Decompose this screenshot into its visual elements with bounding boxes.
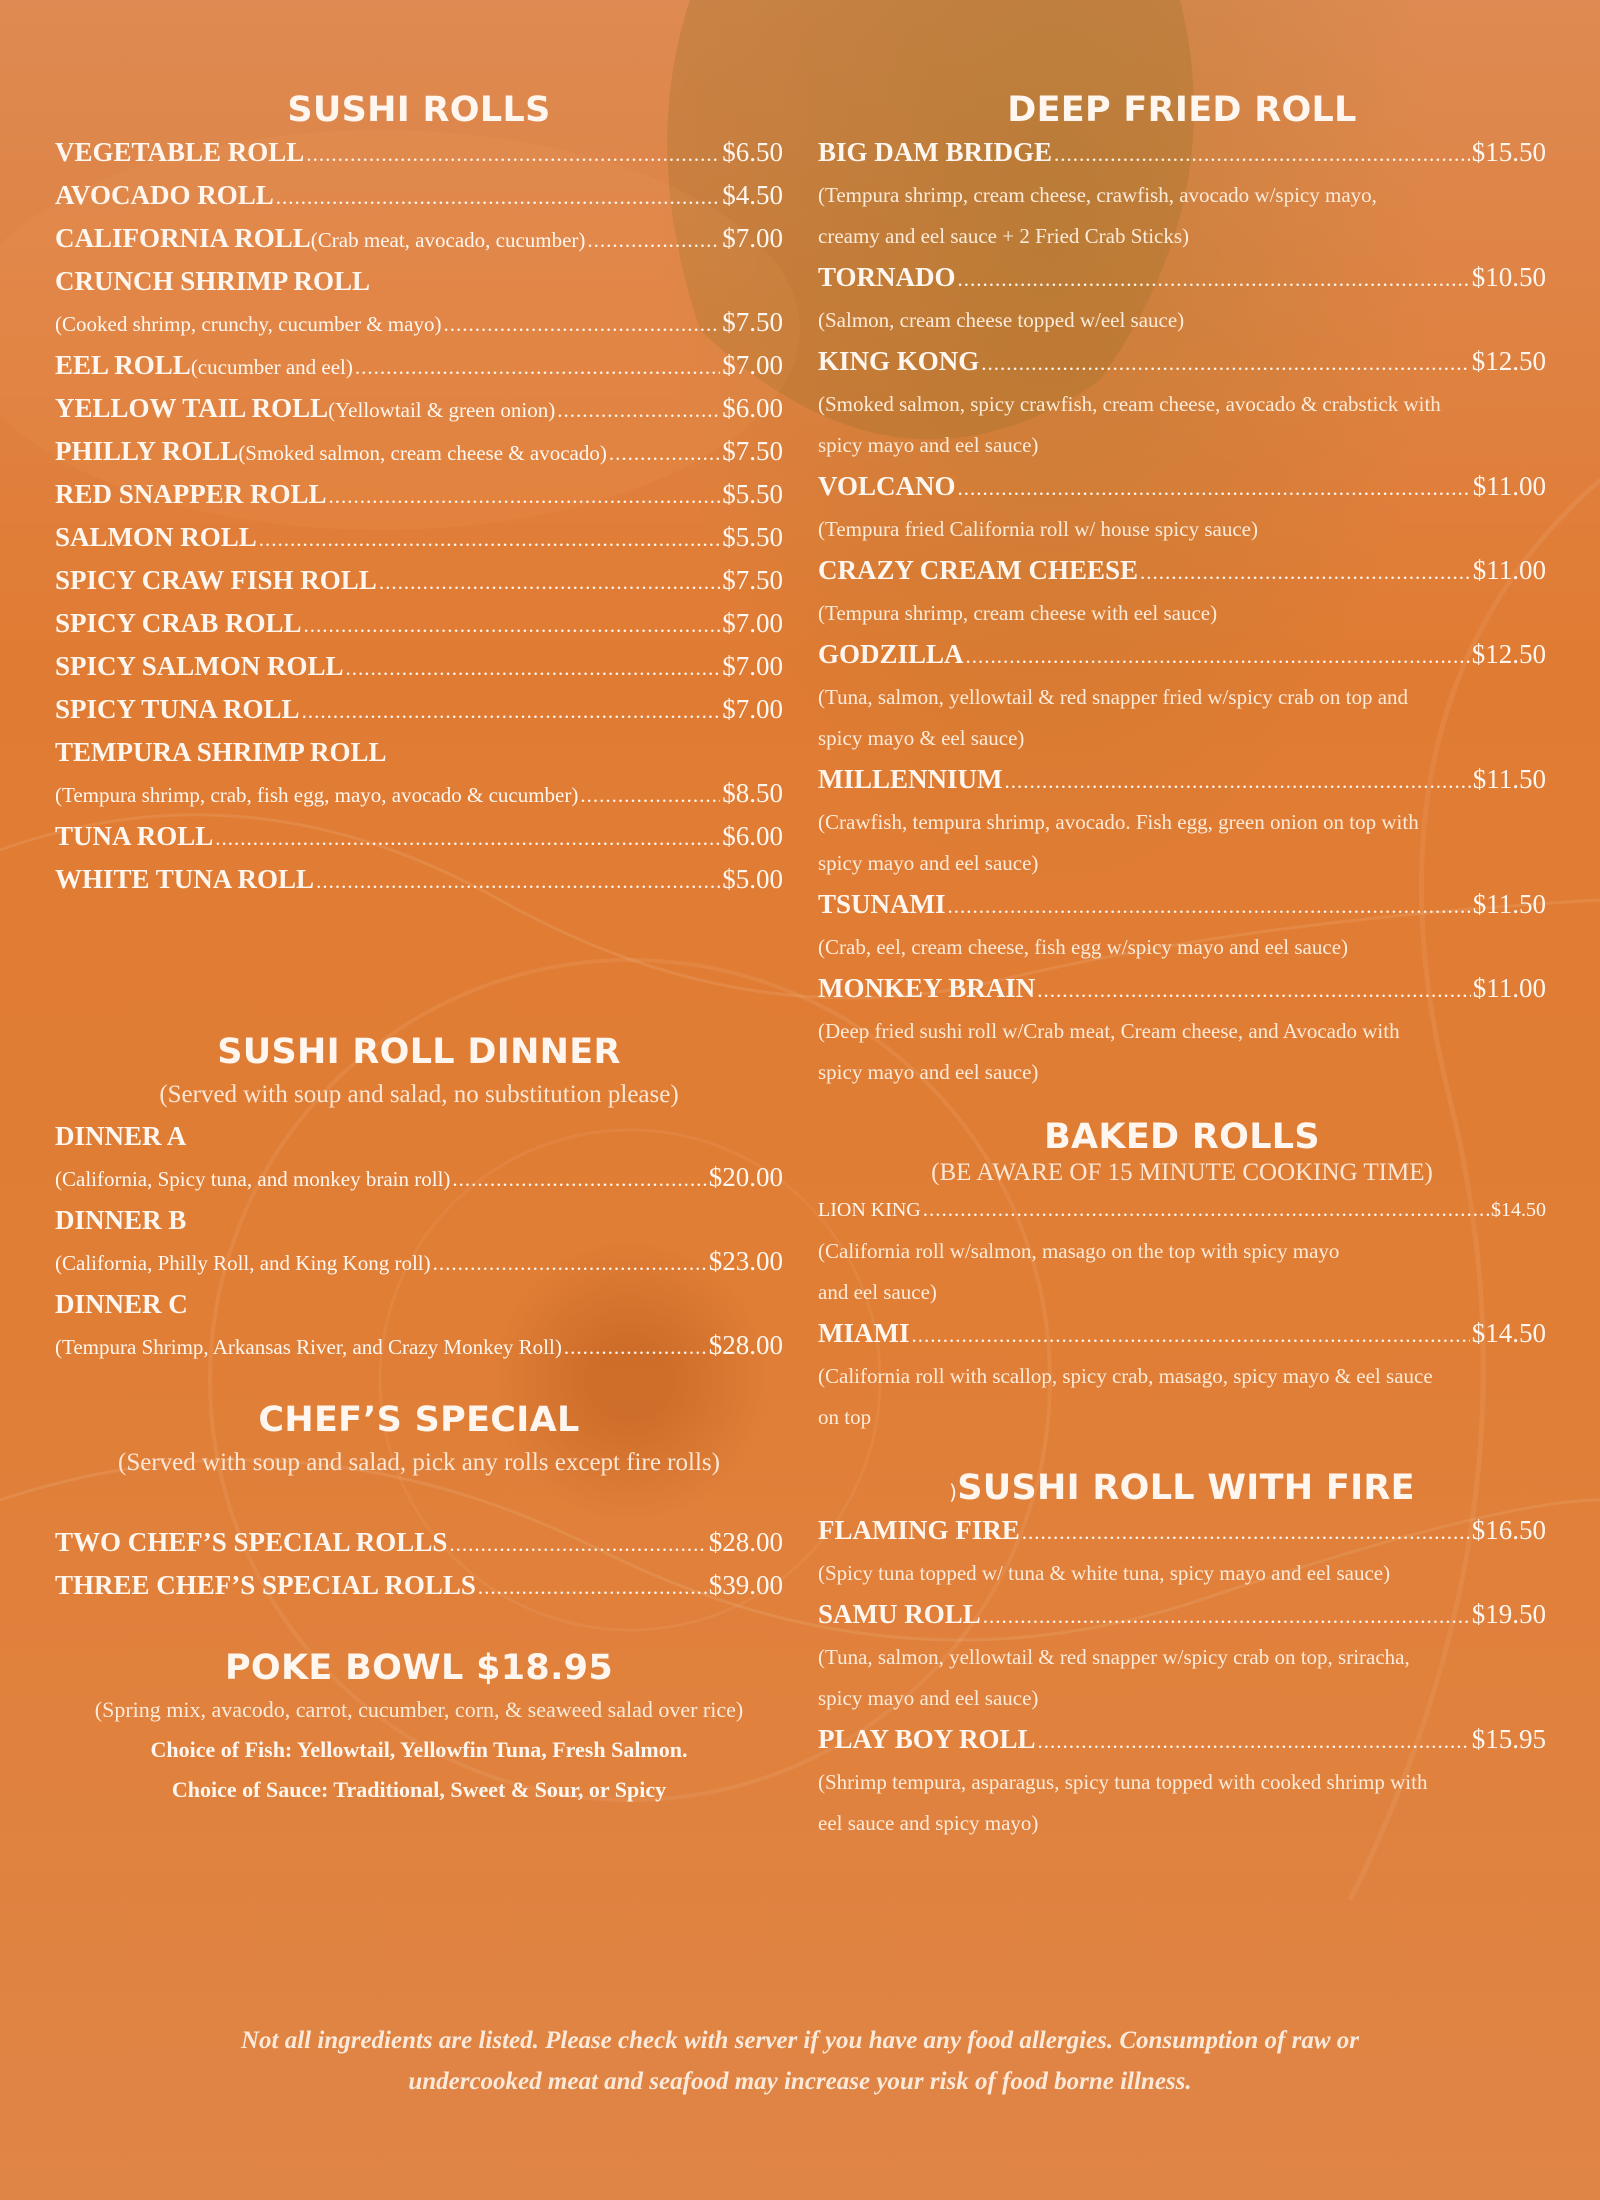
- menu-item-price: $4.50: [722, 180, 783, 210]
- menu-item-name: VOLCANO: [818, 471, 956, 501]
- menu-item-row: [55, 1241, 783, 1284]
- dot-leader: [1022, 1512, 1470, 1553]
- menu-item-desc: (Salmon, cream cheese topped w/eel sauce): [818, 308, 1185, 332]
- deep_fried-item: [818, 759, 1546, 884]
- menu-item-row: [55, 175, 783, 218]
- menu-item-name: SPICY CRAB ROLL: [55, 608, 302, 638]
- menu-item-price: $19.50: [1471, 1599, 1546, 1629]
- baked-rolls-list: [818, 1189, 1546, 1438]
- dot-leader: [557, 390, 720, 431]
- menu-item-row: [818, 257, 1546, 300]
- deep_fried-item: [818, 341, 1546, 466]
- menu-item-price: $5.50: [722, 479, 783, 509]
- menu-item-desc: (Shrimp tempura, asparagus, spicy tuna topped with cooked shrimp with: [818, 1770, 1428, 1794]
- menu-item-row: [818, 634, 1546, 677]
- dot-leader: [981, 343, 1469, 384]
- menu-item-desc: (Deep fried sushi roll w/Crab meat, Cream cheese, and Avocado with: [818, 1019, 1400, 1043]
- menu-item-price: $39.00: [708, 1570, 783, 1600]
- deep_fried-item: [818, 884, 1546, 968]
- fire-rolls-heading: [818, 1468, 1546, 1508]
- sushi-roll-item: [55, 603, 783, 646]
- dot-leader: [478, 1567, 707, 1608]
- menu-item-name: FLAMING FIRE: [818, 1515, 1020, 1545]
- menu-item-row: [55, 560, 783, 603]
- dot-leader: [948, 886, 1471, 927]
- menu-item-name: CRAZY CREAM CHEESE: [818, 555, 1139, 585]
- menu-item-inline-desc: (cucumber and eel): [190, 355, 353, 379]
- menu-item-desc: (Cooked shrimp, crunchy, cucumber & mayo): [55, 312, 442, 336]
- menu-item-name: KING KONG: [818, 346, 980, 376]
- menu-item-row: [818, 1594, 1546, 1637]
- dot-leader: [1005, 761, 1471, 802]
- dot-leader: [276, 177, 721, 218]
- menu-item-desc: spicy mayo & eel sauce): [818, 726, 1025, 750]
- menu-item-name: MIAMI: [818, 1318, 910, 1348]
- dot-leader: [316, 861, 720, 902]
- sushi-roll-item: [55, 560, 783, 603]
- fire-item: [818, 1719, 1546, 1844]
- dot-leader: [966, 636, 1470, 677]
- menu-item-name: LION KING: [818, 1199, 921, 1221]
- dot-leader: [1038, 1721, 1470, 1762]
- sushi-rolls-heading: SUSHI ROLLS: [287, 90, 551, 130]
- menu-item-desc: (Tuna, salmon, yellowtail & red snapper w/spicy crab on top, sriracha,: [818, 1645, 1410, 1669]
- menu-item-name: DINNER C: [55, 1289, 188, 1319]
- menu-item-price: $6.50: [722, 137, 783, 167]
- sushi-roll-item: [55, 689, 783, 732]
- menu-item-price: $7.00: [722, 608, 783, 638]
- dinner-subtitle: (Served with soup and salad, no substitution please): [159, 1081, 679, 1108]
- menu-item-name: AVOCADO ROLL: [55, 180, 274, 210]
- menu-item-desc: (California roll with scallop, spicy crab, masago, spicy mayo & eel sauce: [818, 1364, 1433, 1388]
- dot-leader: [302, 691, 721, 732]
- menu-item-name: RED SNAPPER ROLL: [55, 479, 327, 509]
- menu-item-desc: (Crawfish, tempura shrimp, avocado. Fish egg, green onion on top with: [818, 810, 1419, 834]
- menu-item-row: [818, 132, 1546, 175]
- menu-item-desc: (Spicy tuna topped w/ tuna & white tuna, spicy mayo and eel sauce): [818, 1561, 1391, 1585]
- fire-rolls-list: [818, 1510, 1546, 1844]
- menu-item-row: [55, 773, 783, 816]
- menu-item-desc: (Tuna, salmon, yellowtail & red snapper fried w/spicy crab on top and: [818, 685, 1409, 709]
- sushi-roll-item: [55, 261, 783, 345]
- menu-item-desc: (Tempura Shrimp, Arkansas River, and Crazy Monkey Roll): [55, 1335, 562, 1359]
- menu-item-row: [55, 603, 783, 646]
- menu-item-price: $15.50: [1471, 137, 1546, 167]
- menu-item-row: [55, 517, 783, 560]
- menu-item-price: $7.50: [722, 436, 783, 466]
- dot-leader: [259, 519, 720, 560]
- poke-bowl-heading: POKE BOWL $18.95: [224, 1648, 613, 1688]
- menu-item-name: GODZILLA: [818, 639, 964, 669]
- menu-item-price: $7.00: [722, 223, 783, 253]
- allergy-disclaimer: [160, 2020, 1440, 2102]
- menu-item-name: EEL ROLL: [55, 350, 191, 380]
- menu-item-desc: eel sauce and spicy mayo): [818, 1811, 1039, 1835]
- sushi-roll-item: [55, 732, 783, 816]
- deep_fried-item: [818, 466, 1546, 550]
- poke-bowl-fish-choice: Choice of Fish: Yellowtail, Yellowfin Tuna, Fresh Salmon.: [150, 1737, 688, 1762]
- sushi-roll-item: [55, 517, 783, 560]
- menu-item-row: [55, 474, 783, 517]
- menu-item-price: $11.00: [1472, 555, 1546, 585]
- left-column: [55, 90, 783, 1810]
- menu-item-price: $8.50: [722, 778, 783, 808]
- menu-item-price: $5.00: [722, 864, 783, 894]
- menu-item-row: [818, 884, 1546, 927]
- menu-item-row: [55, 345, 783, 388]
- menu-item-price: $11.00: [1472, 973, 1546, 1003]
- poke-bowl-description: (Spring mix, avacodo, carrot, cucumber, corn, & seaweed salad over rice): [94, 1697, 744, 1722]
- chefs-special-heading: CHEF’S SPECIAL: [258, 1400, 580, 1440]
- dot-leader: [449, 1524, 706, 1565]
- menu-item-price: $5.50: [722, 522, 783, 552]
- fire-item: [818, 1510, 1546, 1594]
- sushi-roll-item: [55, 345, 783, 388]
- dot-leader: [355, 347, 720, 388]
- menu-item-name: PLAY BOY ROLL: [818, 1724, 1036, 1754]
- dinner-list: [55, 1116, 783, 1368]
- sushi-roll-item: [55, 132, 783, 175]
- sushi-roll-item: [55, 218, 783, 261]
- disclaimer-line-1: Not all ingredients are listed. Please check with server if you have any food allergies. Consumption of raw or: [240, 2027, 1360, 2054]
- dot-leader: [215, 818, 720, 859]
- dinner-item: [55, 1284, 783, 1368]
- dot-leader: [379, 562, 720, 603]
- menu-item-price: $12.50: [1471, 346, 1546, 376]
- menu-item-name: SPICY TUNA ROLL: [55, 694, 300, 724]
- menu-item-price: $11.00: [1472, 471, 1546, 501]
- menu-item-price: $28.00: [708, 1330, 783, 1360]
- deep_fried-item: [818, 968, 1546, 1093]
- menu-item-price: $7.00: [722, 651, 783, 681]
- menu-item-name: VEGETABLE ROLL: [55, 137, 305, 167]
- menu-item-inline-desc: (Smoked salmon, cream cheese & avocado): [238, 441, 607, 465]
- dot-leader: [580, 775, 720, 816]
- deep_fried-item: [818, 634, 1546, 759]
- dot-leader: [911, 1315, 1469, 1356]
- menu-item-row: [818, 968, 1546, 1011]
- menu-item-row: [55, 132, 783, 175]
- menu-item-price: $20.00: [708, 1162, 783, 1192]
- sushi-roll-item: [55, 175, 783, 218]
- menu-item-row: [55, 302, 783, 345]
- menu-item-name: MILLENNIUM: [818, 764, 1003, 794]
- menu-item-price: $7.50: [722, 307, 783, 337]
- menu-item-row: [55, 816, 783, 859]
- baked-item: [818, 1189, 1546, 1313]
- menu-item-name: TORNADO: [818, 262, 956, 292]
- menu-item-price: $6.00: [722, 821, 783, 851]
- menu-item-row: [55, 1157, 783, 1200]
- menu-item-name: SPICY SALMON ROLL: [55, 651, 344, 681]
- baked-rolls-subtitle: (BE AWARE OF 15 MINUTE COOKING TIME): [931, 1159, 1433, 1186]
- menu-item-name: MONKEY BRAIN: [818, 973, 1036, 1003]
- menu-item-name: PHILLY ROLL: [55, 436, 239, 466]
- menu-item-row: [818, 1719, 1546, 1762]
- menu-item-row: [818, 759, 1546, 802]
- menu-item-row: [55, 1325, 783, 1368]
- deep_fried-item: [818, 257, 1546, 341]
- baked-item: [818, 1313, 1546, 1438]
- menu-item-desc: spicy mayo and eel sauce): [818, 1060, 1039, 1084]
- chefs-special-subtitle: (Served with soup and salad, pick any rolls except fire rolls): [118, 1449, 720, 1476]
- menu-item-desc: on top: [818, 1405, 872, 1429]
- menu-item-desc: creamy and eel sauce + 2 Fried Crab Sticks): [818, 224, 1190, 248]
- menu-item-desc: (Smoked salmon, spicy crawfish, cream cheese, avocado & crabstick with: [818, 392, 1441, 416]
- menu-item-name: BIG DAM BRIDGE: [818, 137, 1053, 167]
- menu-item-price: $6.00: [722, 393, 783, 423]
- menu-item-name: SPICY CRAW FISH ROLL: [55, 565, 377, 595]
- menu-item-row: [55, 689, 783, 732]
- deep_fried-item: [818, 132, 1546, 257]
- sushi-roll-item: [55, 474, 783, 517]
- sushi-rolls-list: [55, 132, 783, 902]
- dot-leader: [957, 468, 1470, 509]
- menu-item-name: TEMPURA SHRIMP ROLL: [55, 737, 387, 767]
- menu-item-name: DINNER B: [55, 1205, 187, 1235]
- menu-item-row: [55, 218, 783, 261]
- right-column: [818, 90, 1546, 1844]
- menu-item-price: $14.50: [1491, 1199, 1546, 1221]
- menu-item-desc: (Tempura shrimp, crab, fish egg, mayo, avocado & cucumber): [55, 783, 579, 807]
- menu-item-price: $7.50: [722, 565, 783, 595]
- dinner-item: [55, 1200, 783, 1284]
- dot-leader: [923, 1189, 1489, 1230]
- menu-item-desc: (Tempura fried California roll w/ house spicy sauce): [818, 517, 1258, 541]
- deep-fried-list: [818, 132, 1546, 1093]
- dot-leader: [1037, 970, 1470, 1011]
- menu-item-row: [55, 859, 783, 902]
- menu-item-name: THREE CHEF’S SPECIAL ROLLS: [55, 1570, 476, 1600]
- sushi-roll-item: [55, 646, 783, 689]
- menu-item-price: $28.00: [708, 1527, 783, 1557]
- menu-item-price: $12.50: [1471, 639, 1546, 669]
- menu-item-row: [818, 1510, 1546, 1553]
- sushi-roll-item: [55, 388, 783, 431]
- sushi-roll-dinner-heading: SUSHI ROLL DINNER: [217, 1032, 621, 1072]
- deep-fried-roll-heading: DEEP FRIED ROLL: [1007, 90, 1357, 130]
- sushi-roll-item: [55, 431, 783, 474]
- dot-leader: [346, 648, 721, 689]
- menu-item-desc: (California, Spicy tuna, and monkey brain roll): [55, 1167, 451, 1191]
- menu-item-row: [55, 431, 783, 474]
- dot-leader: [329, 476, 721, 517]
- dinner-item: [55, 1116, 783, 1200]
- menu-item-row: [55, 646, 783, 689]
- menu-item-name: CRUNCH SHRIMP ROLL: [55, 266, 371, 296]
- menu-item-name: SALMON ROLL: [55, 522, 257, 552]
- dot-leader: [564, 1327, 707, 1368]
- deep_fried-item: [818, 550, 1546, 634]
- menu-item-desc: (Crab, eel, cream cheese, fish egg w/spicy mayo and eel sauce): [818, 935, 1349, 959]
- menu-item-desc: (Tempura shrimp, cream cheese, crawfish, avocado w/spicy mayo,: [818, 183, 1377, 207]
- fire-heading-prefix: ): [949, 1480, 958, 1504]
- fire-heading-text: SUSHI ROLL WITH FIRE: [957, 1468, 1415, 1508]
- baked-rolls-heading: BAKED ROLLS: [1044, 1117, 1320, 1157]
- menu-item-name: YELLOW TAIL ROLL: [55, 393, 329, 423]
- menu-item-desc: spicy mayo and eel sauce): [818, 433, 1039, 457]
- menu-item-name: TUNA ROLL: [55, 821, 214, 851]
- menu-item-price: $11.50: [1472, 889, 1546, 919]
- menu-item-name: CALIFORNIA ROLL: [55, 223, 311, 253]
- disclaimer-line-2: undercooked meat and seafood may increase your risk of food borne illness.: [408, 2068, 1192, 2095]
- menu-item-price: $14.50: [1471, 1318, 1546, 1348]
- menu-item-row: [818, 1189, 1546, 1231]
- chefs-special-list: [55, 1522, 783, 1608]
- menu-item-name: TSUNAMI: [818, 889, 946, 919]
- menu-item-row: [818, 466, 1546, 509]
- dot-leader: [958, 259, 1470, 300]
- sushi-roll-item: [55, 816, 783, 859]
- menu-item-desc: (Tempura shrimp, cream cheese with eel sauce): [818, 601, 1218, 625]
- menu-item-price: $11.50: [1472, 764, 1546, 794]
- menu-item-price: $10.50: [1471, 262, 1546, 292]
- dot-leader: [983, 1596, 1470, 1637]
- menu-item-price: $15.95: [1471, 1724, 1546, 1754]
- menu-item-row: [818, 550, 1546, 593]
- menu-item-desc: spicy mayo and eel sauce): [818, 851, 1039, 875]
- menu-item-row: [55, 1565, 783, 1608]
- menu-item-inline-desc: (Crab meat, avocado, cucumber): [310, 228, 586, 252]
- menu-item-price: $7.00: [722, 694, 783, 724]
- menu-item-price: $7.00: [722, 350, 783, 380]
- menu-item-row: [55, 1522, 783, 1565]
- menu-item-price: $16.50: [1471, 1515, 1546, 1545]
- dot-leader: [1140, 552, 1471, 593]
- menu-item-inline-desc: (Yellowtail & green onion): [328, 398, 556, 422]
- dot-leader: [452, 1159, 706, 1200]
- menu-item-desc: (California roll w/salmon, masago on the top with spicy mayo: [818, 1239, 1340, 1263]
- dot-leader: [1054, 134, 1470, 175]
- menu-item-desc: (California, Philly Roll, and King Kong roll): [55, 1251, 431, 1275]
- menu-item-name: SAMU ROLL: [818, 1599, 981, 1629]
- dot-leader: [306, 134, 720, 175]
- dot-leader: [443, 304, 720, 345]
- menu-item-desc: spicy mayo and eel sauce): [818, 1686, 1039, 1710]
- poke-bowl-sauce-choice: Choice of Sauce: Traditional, Sweet & Sour, or Spicy: [171, 1777, 667, 1802]
- menu-item-row: [55, 388, 783, 431]
- fire-item: [818, 1594, 1546, 1719]
- menu-item-desc: and eel sauce): [818, 1280, 937, 1304]
- menu-item-price: $23.00: [708, 1246, 783, 1276]
- dot-leader: [433, 1243, 707, 1284]
- dot-leader: [609, 433, 720, 474]
- dot-leader: [587, 220, 720, 261]
- dot-leader: [304, 605, 721, 646]
- menu-item-row: [818, 341, 1546, 384]
- menu-item-name: DINNER A: [55, 1121, 187, 1151]
- menu-item-name: WHITE TUNA ROLL: [55, 864, 315, 894]
- sushi-roll-item: [55, 859, 783, 902]
- menu-item-name: TWO CHEF’S SPECIAL ROLLS: [55, 1527, 448, 1557]
- menu-item-row: [818, 1313, 1546, 1356]
